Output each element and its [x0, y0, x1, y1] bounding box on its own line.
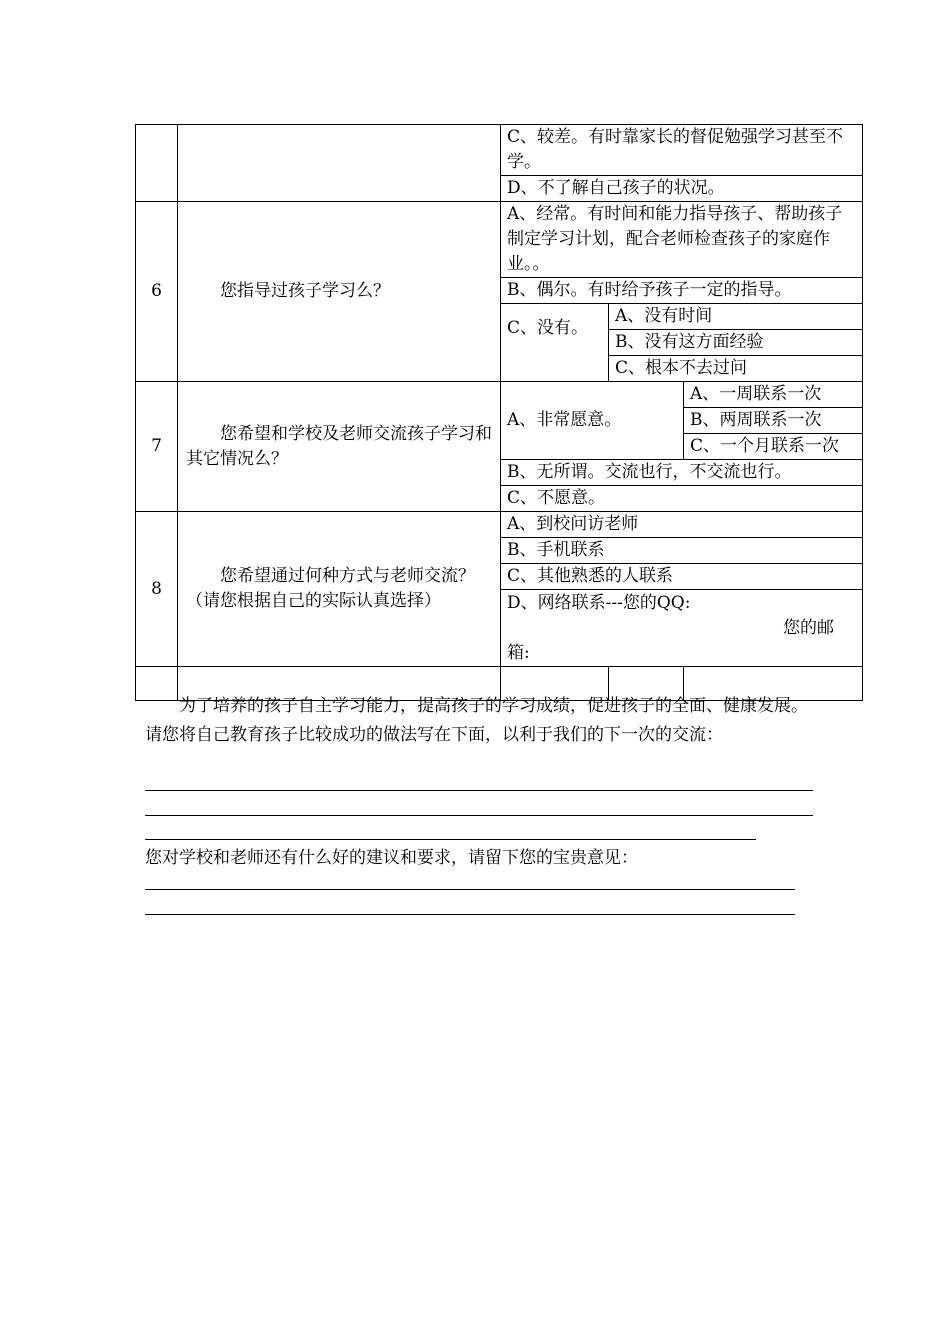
- q5-option-c-row: [136, 125, 863, 176]
- q8-option-a-row: [136, 512, 863, 538]
- closing-paragraph: 为了培养的孩子自主学习能力，提高孩子的学习成绩，促进孩子的全面、健康发展。请您将自己教育孩子比较成功的做法写在下面，以利于我们的下一次的交流：: [145, 696, 808, 745]
- suggestion-line-1[interactable]: [145, 889, 795, 890]
- suggestion-prompt: 您对学校和老师还有什么好的建议和要求，请留下您的宝贵意见：: [145, 848, 638, 868]
- survey-table: [135, 124, 863, 701]
- q5-option-c: C、较差。有时靠家长的督促勉强学习甚至不学。: [501, 125, 863, 176]
- q6-question: 您指导过孩子学习么？: [178, 202, 501, 382]
- q6-option-a: A、经常。有时间和能力指导孩子、帮助孩子制定学习计划，配合老师检查孩子的家庭作业。。: [501, 202, 863, 278]
- q7-option-a-sub-c: C、一个月联系一次: [684, 434, 863, 460]
- q8-question: 您希望通过何种方式与老师交流？（请您根据自己的实际认真选择）: [178, 512, 501, 667]
- q7-option-a: A、非常愿意。: [501, 382, 684, 460]
- answer-line-1[interactable]: [145, 790, 813, 791]
- q5-number-cell: [136, 125, 178, 202]
- q8-option-d: D、网络联系---您的QQ:: [507, 593, 691, 613]
- q8-option-a: A、到校问访老师: [501, 512, 863, 538]
- q6-option-c-sub-b: B、没有这方面经验: [609, 330, 863, 356]
- q8-option-b: B、手机联系: [501, 538, 863, 564]
- q6-option-c-sub-a: A、没有时间: [609, 304, 863, 330]
- answer-line-3[interactable]: [145, 839, 756, 840]
- q7-option-a-row: [136, 382, 863, 408]
- q5-question-cell: [178, 125, 501, 202]
- q7-option-a-sub-a: A、一周联系一次: [684, 382, 863, 408]
- q8-email-label-2: 箱:: [507, 643, 530, 663]
- q6-option-c: C、没有。: [501, 304, 609, 382]
- suggestion-line-2[interactable]: [145, 914, 795, 915]
- q8-option-c: C、其他熟悉的人联系: [501, 564, 863, 590]
- q8-email-label-1: 您的邮: [783, 618, 834, 638]
- q6-option-c-sub-c: C、根本不去过问: [609, 356, 863, 382]
- q5-option-d: D、不了解自己孩子的状况。: [501, 176, 863, 202]
- q6-option-b: B、偶尔。有时给予孩子一定的指导。: [501, 278, 863, 304]
- q6-number: 6: [136, 202, 178, 382]
- q8-option-d-cell: [501, 590, 863, 667]
- q6-option-a-row: [136, 202, 863, 278]
- q7-option-a-sub-b: B、两周联系一次: [684, 408, 863, 434]
- q7-number: 7: [136, 382, 178, 512]
- answer-line-2[interactable]: [145, 815, 813, 816]
- q8-number: 8: [136, 512, 178, 667]
- q7-option-b: B、无所谓。交流也行，不交流也行。: [501, 460, 863, 486]
- q7-question: 您希望和学校及老师交流孩子学习和其它情况么？: [178, 382, 501, 512]
- q7-option-c: C、不愿意。: [501, 486, 863, 512]
